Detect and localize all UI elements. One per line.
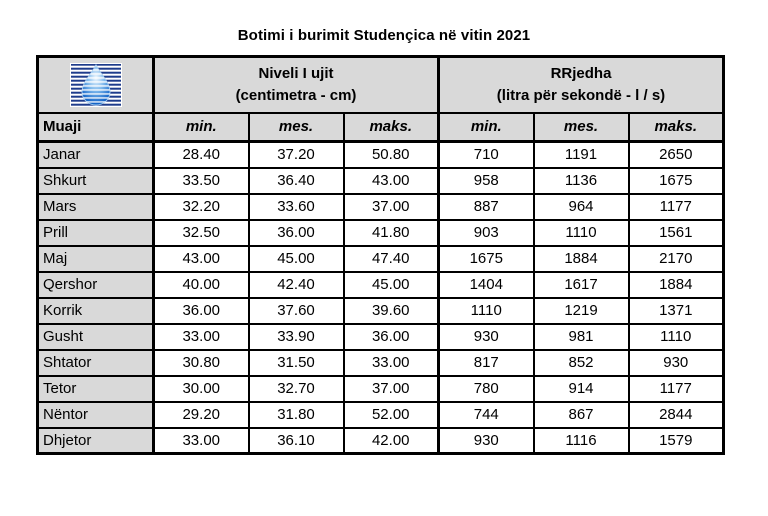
table-row xyxy=(38,168,724,194)
month-column-header: Muaji xyxy=(38,113,154,142)
value-cell: 33.60 xyxy=(249,194,344,220)
value-cell: 43.00 xyxy=(154,246,249,272)
group-header-flow xyxy=(439,57,724,113)
value-cell: 37.20 xyxy=(249,142,344,168)
water-drop-logo-icon xyxy=(70,63,122,107)
group-header-line2: (centimetra - cm) xyxy=(235,86,357,104)
value-cell: 32.20 xyxy=(154,194,249,220)
value-cell: 1177 xyxy=(629,376,724,402)
value-cell: 1404 xyxy=(439,272,534,298)
value-cell: 50.80 xyxy=(344,142,439,168)
value-cell: 930 xyxy=(629,350,724,376)
month-cell: Shtator xyxy=(38,350,154,376)
month-cell: Korrik xyxy=(38,298,154,324)
value-cell: 744 xyxy=(439,402,534,428)
value-cell: 36.40 xyxy=(249,168,344,194)
value-cell: 30.80 xyxy=(154,350,249,376)
table-row xyxy=(38,428,724,454)
value-cell: 1219 xyxy=(534,298,629,324)
value-cell: 1110 xyxy=(534,220,629,246)
value-cell: 43.00 xyxy=(344,168,439,194)
value-cell: 1177 xyxy=(629,194,724,220)
value-cell: 981 xyxy=(534,324,629,350)
value-cell: 1617 xyxy=(534,272,629,298)
value-cell: 45.00 xyxy=(249,246,344,272)
month-cell: Shkurt xyxy=(38,168,154,194)
sub-header-row xyxy=(38,113,724,142)
sub-header-maks-cm: maks. xyxy=(344,113,439,142)
value-cell: 1884 xyxy=(629,272,724,298)
table-row xyxy=(38,298,724,324)
table-row xyxy=(38,324,724,350)
group-header-row xyxy=(38,57,724,113)
value-cell: 817 xyxy=(439,350,534,376)
group-header-line1: RRjedha xyxy=(550,65,612,82)
table-row xyxy=(38,350,724,376)
value-cell: 867 xyxy=(534,402,629,428)
value-cell: 31.80 xyxy=(249,402,344,428)
sub-header-maks-ls: maks. xyxy=(629,113,724,142)
month-cell: Qershor xyxy=(38,272,154,298)
table-header xyxy=(38,57,724,142)
value-cell: 2170 xyxy=(629,246,724,272)
value-cell: 31.50 xyxy=(249,350,344,376)
table-row xyxy=(38,142,724,168)
month-cell: Maj xyxy=(38,246,154,272)
value-cell: 33.00 xyxy=(154,324,249,350)
value-cell: 36.00 xyxy=(249,220,344,246)
value-cell: 1884 xyxy=(534,246,629,272)
value-cell: 47.40 xyxy=(344,246,439,272)
value-cell: 930 xyxy=(439,324,534,350)
value-cell: 33.50 xyxy=(154,168,249,194)
value-cell: 852 xyxy=(534,350,629,376)
group-header-water-level xyxy=(154,57,439,113)
month-cell: Prill xyxy=(38,220,154,246)
table-row xyxy=(38,402,724,428)
table-row xyxy=(38,194,724,220)
value-cell: 30.00 xyxy=(154,376,249,402)
value-cell: 36.00 xyxy=(344,324,439,350)
table-body xyxy=(38,142,724,454)
table-row xyxy=(38,272,724,298)
value-cell: 37.00 xyxy=(344,194,439,220)
value-cell: 2844 xyxy=(629,402,724,428)
value-cell: 29.20 xyxy=(154,402,249,428)
value-cell: 1116 xyxy=(534,428,629,454)
table-row xyxy=(38,220,724,246)
value-cell: 1371 xyxy=(629,298,724,324)
value-cell: 914 xyxy=(534,376,629,402)
value-cell: 40.00 xyxy=(154,272,249,298)
month-cell: Gusht xyxy=(38,324,154,350)
value-cell: 1675 xyxy=(629,168,724,194)
value-cell: 1561 xyxy=(629,220,724,246)
value-cell: 41.80 xyxy=(344,220,439,246)
page-title: Botimi i burimit Studençica në vitin 2021 xyxy=(237,27,531,44)
value-cell: 887 xyxy=(439,194,534,220)
value-cell: 1191 xyxy=(534,142,629,168)
value-cell: 36.10 xyxy=(249,428,344,454)
value-cell: 33.00 xyxy=(154,428,249,454)
month-cell: Dhjetor xyxy=(38,428,154,454)
value-cell: 52.00 xyxy=(344,402,439,428)
sub-header-mes-ls: mes. xyxy=(534,113,629,142)
value-cell: 1136 xyxy=(534,168,629,194)
value-cell: 33.00 xyxy=(344,350,439,376)
value-cell: 930 xyxy=(439,428,534,454)
value-cell: 1579 xyxy=(629,428,724,454)
value-cell: 780 xyxy=(439,376,534,402)
value-cell: 32.70 xyxy=(249,376,344,402)
group-header-line2: (litra për sekondë - l / s) xyxy=(496,86,666,104)
table-row xyxy=(38,376,724,402)
value-cell: 1110 xyxy=(629,324,724,350)
value-cell: 903 xyxy=(439,220,534,246)
value-cell: 42.00 xyxy=(344,428,439,454)
value-cell: 1110 xyxy=(439,298,534,324)
value-cell: 964 xyxy=(534,194,629,220)
value-cell: 37.60 xyxy=(249,298,344,324)
logo-cell xyxy=(38,57,154,113)
month-cell: Mars xyxy=(38,194,154,220)
table-row xyxy=(38,246,724,272)
sub-header-min-ls: min. xyxy=(439,113,534,142)
value-cell: 45.00 xyxy=(344,272,439,298)
group-header-line1: Niveli I ujit xyxy=(258,65,334,82)
value-cell: 42.40 xyxy=(249,272,344,298)
value-cell: 958 xyxy=(439,168,534,194)
value-cell: 1675 xyxy=(439,246,534,272)
hydrology-table xyxy=(36,55,725,455)
value-cell: 32.50 xyxy=(154,220,249,246)
value-cell: 2650 xyxy=(629,142,724,168)
value-cell: 37.00 xyxy=(344,376,439,402)
sub-header-min-cm: min. xyxy=(154,113,249,142)
month-cell: Nëntor xyxy=(38,402,154,428)
value-cell: 710 xyxy=(439,142,534,168)
sub-header-mes-cm: mes. xyxy=(249,113,344,142)
value-cell: 33.90 xyxy=(249,324,344,350)
month-cell: Janar xyxy=(38,142,154,168)
value-cell: 39.60 xyxy=(344,298,439,324)
month-cell: Tetor xyxy=(38,376,154,402)
value-cell: 28.40 xyxy=(154,142,249,168)
value-cell: 36.00 xyxy=(154,298,249,324)
